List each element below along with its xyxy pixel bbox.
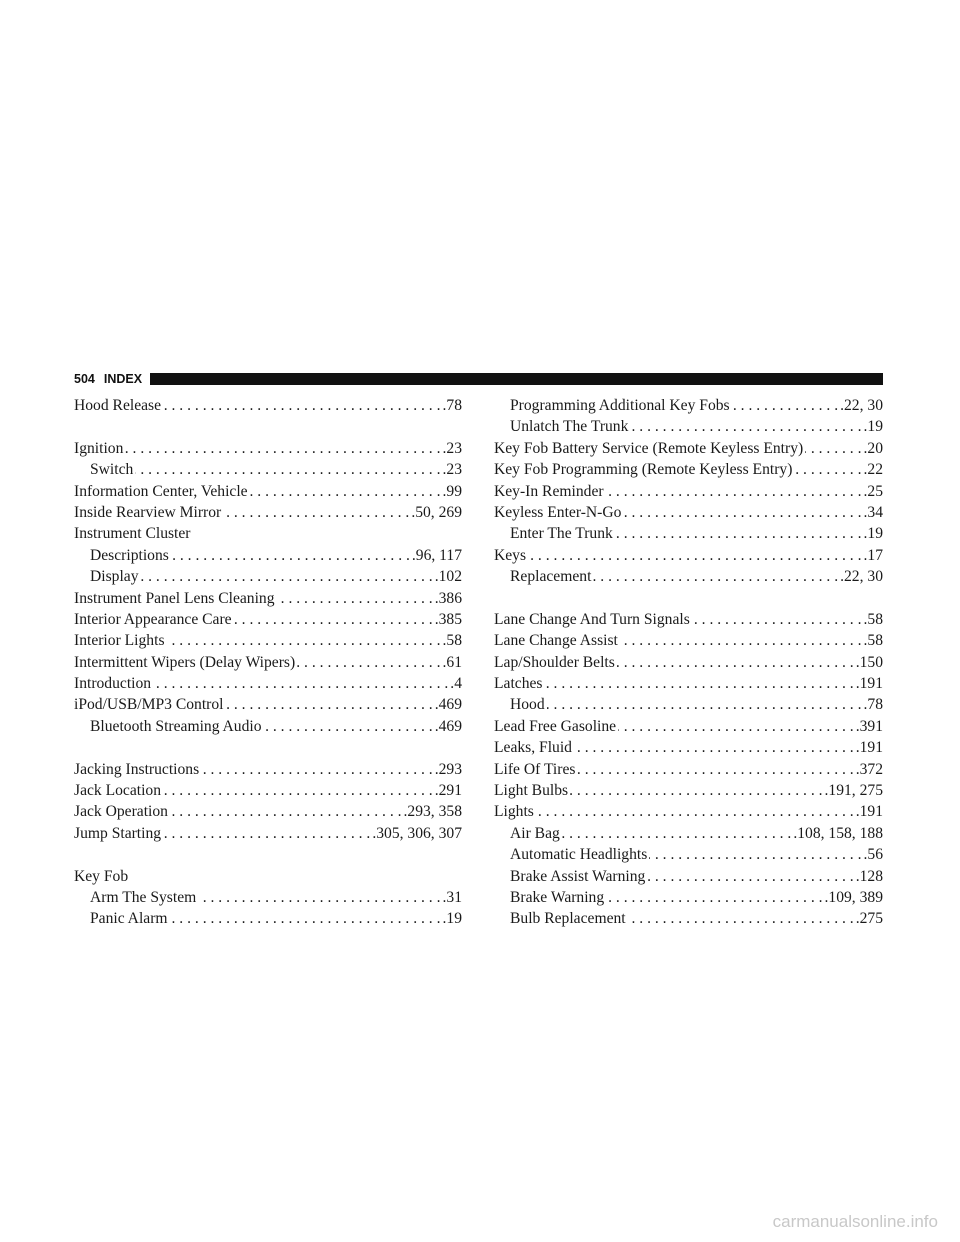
index-subentry [494, 566, 883, 587]
page-reference: .4 [450, 675, 462, 693]
dot-leader [171, 545, 410, 566]
index-entry [494, 609, 883, 630]
index-term: Display [90, 568, 139, 586]
page-reference: .58 [863, 632, 883, 650]
index-column-left [74, 395, 462, 930]
index-entry [74, 395, 462, 416]
dot-leader [617, 652, 854, 673]
index-column-right [494, 395, 883, 930]
index-entry [494, 545, 883, 566]
index-term: Key Fob Programming (Remote Keyless Entry) [494, 461, 793, 479]
page-reference: .22, 30 [840, 397, 883, 414]
index-term: Programming Additional Key Fobs [510, 397, 730, 414]
index-term: Brake Assist Warning [510, 867, 646, 885]
dot-leader [170, 908, 441, 929]
page-reference: .22, 30 [840, 568, 883, 586]
page-reference: .31 [442, 888, 462, 906]
page-reference: .372 [855, 760, 883, 778]
page-reference: .19 [863, 525, 883, 543]
index-term: Inside Rearview Mirror [74, 503, 222, 521]
index-subentry [494, 395, 883, 416]
index-term: Enter The Trunk [510, 525, 613, 543]
page-reference: .19 [863, 418, 883, 436]
dot-leader [628, 908, 854, 929]
page-reference: .96, 117 [411, 546, 462, 564]
index-entry [74, 866, 462, 887]
page-reference: .293, 358 [403, 803, 462, 821]
index-term: Replacement [510, 568, 592, 586]
page-number: 504 [74, 372, 95, 386]
header-rule [150, 373, 883, 385]
dot-leader [234, 609, 433, 630]
index-term: Instrument Panel Lens Cleaning [74, 589, 275, 607]
index-entry [494, 438, 883, 459]
index-term: Switch [90, 461, 134, 479]
watermark: carmanualsonline.info [772, 1212, 938, 1231]
index-entry [494, 780, 883, 801]
index-term: Lead Free Gasoline [494, 717, 617, 735]
index-term: Lap/Shoulder Belts [494, 653, 615, 671]
dot-leader [618, 716, 854, 737]
dot-leader [170, 801, 402, 822]
page-reference: .469 [434, 696, 462, 714]
dot-leader [732, 395, 839, 416]
page-reference: .191 [855, 675, 883, 693]
page-reference: .78 [863, 696, 883, 714]
index-entry [494, 652, 883, 673]
page-reference: .305, 306, 307 [372, 824, 462, 842]
index-subentry [74, 566, 462, 587]
page-reference: .191 [855, 803, 883, 821]
index-subentry [494, 887, 883, 908]
index-entry [74, 438, 462, 459]
page-reference: .391 [855, 717, 883, 735]
index-entry [494, 481, 883, 502]
dot-leader [623, 502, 861, 523]
index-term: Ignition [74, 439, 124, 457]
index-entry [74, 588, 462, 609]
page-reference: .22 [863, 461, 883, 479]
index-term: Instrument Cluster [74, 525, 191, 543]
dot-leader [570, 780, 822, 801]
blank-line [74, 844, 462, 865]
page-reference: .385 [434, 610, 462, 628]
index-term: Descriptions [90, 546, 169, 564]
index-term: Unlatch The Trunk [510, 418, 629, 436]
page-reference: .78 [442, 397, 462, 414]
dot-leader [163, 395, 440, 416]
index-entry [494, 459, 883, 480]
dot-leader [536, 801, 854, 822]
index-entry [74, 630, 462, 651]
blank-line [494, 588, 883, 609]
dot-leader [562, 823, 792, 844]
page-reference: .58 [863, 610, 883, 628]
index-term: Information Center, Vehicle [74, 482, 248, 500]
index-entry [74, 694, 462, 715]
dot-leader [593, 566, 838, 587]
dot-leader [606, 481, 862, 502]
index-entry [74, 609, 462, 630]
index-subentry [494, 908, 883, 929]
index-entry [494, 801, 883, 822]
index-entry [494, 630, 883, 651]
index-term: Bulb Replacement [510, 910, 626, 928]
index-term: Hood Release [74, 397, 162, 414]
index-subentry [494, 416, 883, 437]
index-entry [494, 759, 883, 780]
index-term: Key Fob [74, 867, 129, 885]
dot-leader [250, 481, 441, 502]
index-entry [74, 823, 462, 844]
index-entry [74, 759, 462, 780]
page-reference: .99 [442, 482, 462, 500]
dot-leader [153, 673, 448, 694]
index-entry [494, 502, 883, 523]
index-entry [494, 716, 883, 737]
dot-leader [620, 630, 862, 651]
index-term: Brake Warning [510, 888, 605, 906]
index-term: Interior Appearance Care [74, 610, 232, 628]
page-reference: .108, 158, 188 [793, 824, 883, 842]
index-term: Jack Operation [74, 803, 168, 821]
index-entry [74, 780, 462, 801]
index-term: Panic Alarm [90, 910, 168, 928]
dot-leader [141, 566, 433, 587]
dot-leader [647, 866, 853, 887]
dot-leader [692, 609, 862, 630]
index-subentry [74, 459, 462, 480]
index-term: Jump Starting [74, 824, 162, 842]
index-term: Keys [494, 546, 527, 564]
dot-leader [167, 630, 441, 651]
index-entry [74, 502, 462, 523]
index-term: Arm The System [90, 888, 197, 906]
index-term: Key-In Reminder [494, 482, 604, 500]
dot-leader [606, 887, 822, 908]
page-reference: .34 [863, 503, 883, 521]
page-reference: .20 [863, 439, 883, 457]
index-entry [74, 673, 462, 694]
index-term: Intermittent Wipers (Delay Wipers) [74, 653, 296, 671]
dot-leader [630, 416, 861, 437]
page-reference: .50, 269 [411, 503, 462, 521]
index-entry [494, 737, 883, 758]
dot-leader [223, 502, 409, 523]
dot-leader [125, 438, 440, 459]
index-subentry [74, 887, 462, 908]
page-reference: .386 [434, 589, 462, 607]
page-reference: .25 [863, 482, 883, 500]
index-term: Bluetooth Streaming Audio [90, 717, 262, 735]
index-entry [74, 481, 462, 502]
index-term: Air Bag [510, 824, 560, 842]
index-term: iPod/USB/MP3 Control [74, 696, 224, 714]
index-term: Interior Lights [74, 632, 165, 650]
page-reference: .469 [434, 717, 462, 735]
dot-leader [198, 887, 440, 908]
dot-leader [135, 459, 440, 480]
index-subentry [74, 908, 462, 929]
page-reference: .23 [442, 439, 462, 457]
index-entry [494, 673, 883, 694]
dot-leader [277, 588, 433, 609]
index-term: Lane Change Assist [494, 632, 618, 650]
index-term: Key Fob Battery Service (Remote Keyless Entry) [494, 439, 804, 457]
section-title: INDEX [103, 372, 143, 386]
index-subentry [494, 866, 883, 887]
dot-leader [794, 459, 861, 480]
dot-leader [225, 694, 432, 715]
index-term: Introduction [74, 675, 152, 693]
page-reference: .23 [442, 461, 462, 479]
page-reference: .109, 389 [824, 888, 883, 906]
page-reference: .150 [855, 653, 883, 671]
index-subentry [494, 694, 883, 715]
page-reference: .128 [855, 867, 883, 885]
index-term: Latches [494, 675, 543, 693]
page-reference: .17 [863, 546, 883, 564]
index-term: Jacking Instructions [74, 760, 200, 778]
index-subentry [494, 523, 883, 544]
page-reference: .61 [442, 653, 462, 671]
index-subentry [494, 844, 883, 865]
page-reference: .191, 275 [824, 782, 883, 800]
index-subentry [74, 716, 462, 737]
index-entry [74, 801, 462, 822]
index-term: Life Of Tires [494, 760, 576, 778]
page-header [74, 372, 883, 386]
dot-leader [297, 652, 440, 673]
dot-leader [574, 737, 854, 758]
dot-leader [201, 759, 433, 780]
page-reference: .293 [434, 760, 462, 778]
page-reference: .191 [855, 739, 883, 757]
dot-leader [649, 844, 861, 865]
index-term: Leaks, Fluid [494, 739, 572, 757]
index-term: Lights [494, 803, 534, 821]
page-reference: .19 [442, 910, 462, 928]
page-reference: .275 [855, 910, 883, 928]
index-subentry [494, 823, 883, 844]
page-reference: .58 [442, 632, 462, 650]
dot-leader [528, 545, 861, 566]
dot-leader [547, 694, 862, 715]
index-entry [74, 652, 462, 673]
dot-leader [163, 780, 433, 801]
blank-line [74, 737, 462, 758]
index-entry [74, 523, 462, 544]
index-term: Automatic Headlights [510, 846, 648, 864]
dot-leader [264, 716, 433, 737]
dot-leader [163, 823, 370, 844]
dot-leader [615, 523, 862, 544]
dot-leader [577, 759, 853, 780]
page-reference: .102 [434, 568, 462, 586]
index-term: Hood [510, 696, 545, 714]
dot-leader [545, 673, 854, 694]
index-term: Light Bulbs [494, 782, 569, 800]
index-term: Jack Location [74, 782, 162, 800]
index-subentry [74, 545, 462, 566]
page-reference: .291 [434, 782, 462, 800]
blank-line [74, 416, 462, 437]
index-term: Keyless Enter-N-Go [494, 503, 622, 521]
page-reference: .56 [863, 846, 883, 864]
dot-leader [805, 438, 861, 459]
index-term: Lane Change And Turn Signals [494, 610, 690, 628]
